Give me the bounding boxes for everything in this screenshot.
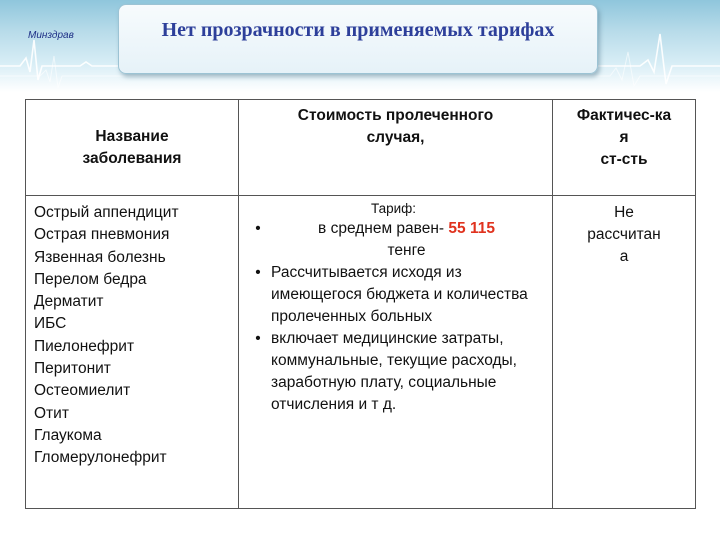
- actual-cost-cell: [553, 196, 696, 509]
- list-item: Отит: [34, 404, 69, 422]
- price-prefix: в среднем равен-: [318, 220, 445, 237]
- header-line: Стоимость пролеченного: [297, 107, 494, 124]
- header-line: случая,: [366, 129, 425, 146]
- bullet-icon: •: [255, 330, 261, 347]
- bullet-icon: •: [255, 220, 261, 237]
- list-item: ИБС: [34, 315, 67, 333]
- bullet-item: [245, 328, 542, 416]
- bullet-text: включает медицинские затраты, коммунальные, текущие расходы, заработную плату, социальные отчисления и т д.: [271, 330, 517, 413]
- list-item: Острая пневмония: [34, 226, 170, 244]
- tariff-description: [239, 196, 553, 509]
- disease-list: [26, 196, 239, 509]
- price-suffix: тенге: [387, 242, 426, 259]
- header-disease-name: [26, 100, 239, 196]
- list-item: Перитонит: [34, 360, 111, 378]
- header-case-cost: [239, 100, 553, 196]
- logo: Минздрав: [28, 30, 74, 41]
- header-line: заболевания: [82, 149, 182, 167]
- list-item: Пиелонефрит: [34, 337, 135, 355]
- list-item: Дерматит: [34, 293, 104, 311]
- actual-cost-line: а: [619, 248, 629, 265]
- list-item: Язвенная болезнь: [34, 248, 166, 266]
- price-value: 55 115: [448, 220, 495, 237]
- list-item: Глаукома: [34, 426, 102, 444]
- header-line: я: [619, 129, 629, 146]
- tariff-table: [25, 99, 696, 509]
- actual-cost-line: Не: [614, 204, 634, 221]
- title-box: [118, 4, 598, 74]
- tariff-label: Тариф:: [370, 201, 417, 216]
- list-item: Перелом бедра: [34, 270, 147, 288]
- bullet-text: Рассчитывается исходя из имеющегося бюджета и количества пролеченных больных: [271, 264, 528, 325]
- actual-cost-line: рассчитан: [587, 226, 661, 243]
- page-title: Нет прозрачности в применяемых тарифах: [161, 19, 555, 41]
- header-actual-cost: [553, 100, 696, 196]
- table-row: [26, 196, 696, 509]
- header-line: Фактичес-ка: [576, 107, 672, 124]
- table-header-row: [26, 100, 696, 196]
- bullet-icon: •: [255, 264, 261, 281]
- header-line: ст-сть: [600, 151, 648, 168]
- bullet-item: [245, 262, 542, 328]
- bullet-text: [271, 218, 542, 262]
- list-item: Остеомиелит: [34, 382, 131, 400]
- list-item: Гломерулонефрит: [34, 449, 167, 467]
- list-item: Острый аппендицит: [34, 204, 179, 221]
- header-line: Название: [95, 127, 169, 145]
- bullet-item: [245, 218, 542, 262]
